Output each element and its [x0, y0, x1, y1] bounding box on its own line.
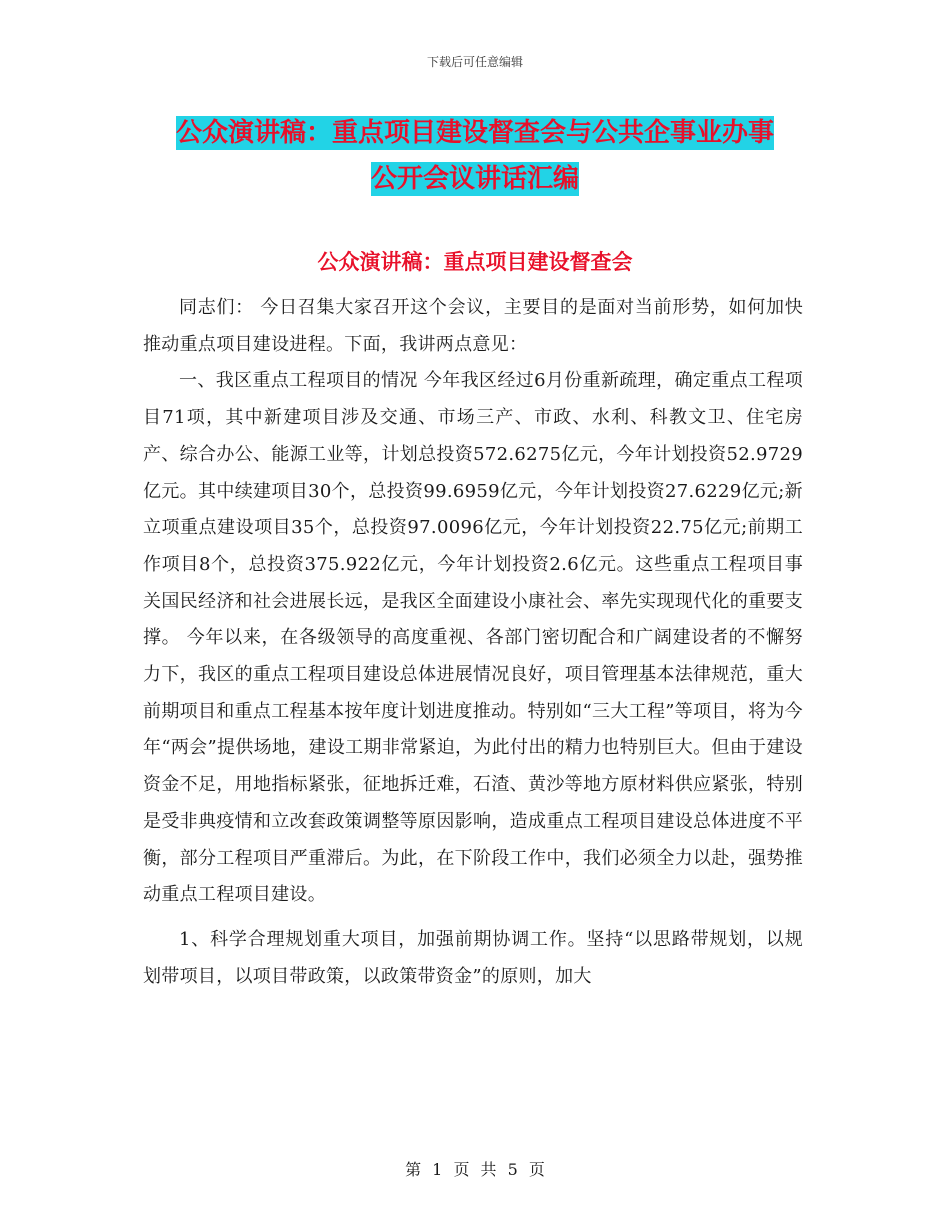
- document-title-line-1: 公众演讲稿：重点项目建设督查会与公共企事业办事: [175, 118, 774, 148]
- header-note: 下载后可任意编辑: [426, 55, 523, 69]
- page-footer: 第 1 页 共 5 页: [405, 1160, 545, 1179]
- document-title-line-2: 公开会议讲话汇编: [370, 164, 579, 194]
- body-text: [143, 290, 803, 995]
- paragraph-project-status: 一、我区重点工程项目的情况 今年我区经过6月份重新疏理，确定重点工程项目71项，其中新建项目涉及交通、市场三产、市政、水利、科教文卫、住宅房产、综合办公、能源工业等，计划总投资572.6275亿元，今年计划投资52.9729亿元。其中续建项目30个，总投资99.6959亿元，今年计划投资27.6229亿元;新立项重点建设项目35个，总投资97.0096亿元，今年计划投资22.75亿元;前期工作项目8个，总投资375.922亿元，今年计划投资2.6亿元。这些重点工程项目事关国民经济和社会进展长远，是我区全面建设小康社会、率先实现现代化的重要支撑。 今年以来，在各级领导的高度重视、各部门密切配合和广阔建设者的不懈努力下，我区的重点工程项目建设总体进展情况良好，项目管理基本法律规范，重大前期项目和重点工程基本按年度计划进度推动。特别如“三大工程”等项目，将为今年“两会”提供场地，建设工期非常紧迫，为此付出的精力也特别巨大。但由于建设资金不足，用地指标紧张，征地拆迁难，石渣、黄沙等地方原材料供应紧张，特别是受非典疫情和立改套政策调整等原因影响，造成重点工程项目建设总体进度不平衡，部分工程项目严重滞后。为此，在下阶段工作中，我们必须全力以赴，强势推动重点工程项目建设。: [143, 370, 803, 906]
- paragraph-planning: 1、科学合理规划重大项目，加强前期协调工作。坚持“以思路带规划，以规划带项目，以项目带政策，以政策带资金”的原则，加大: [143, 928, 803, 987]
- paragraph-greeting: 同志们： 今日召集大家召开这个会议，主要目的是面对当前形势，如何加快推动重点项目建设进程。下面，我讲两点意见：: [143, 297, 803, 355]
- section-title: 公众演讲稿：重点项目建设督查会: [317, 250, 633, 274]
- document-title: [0, 110, 950, 202]
